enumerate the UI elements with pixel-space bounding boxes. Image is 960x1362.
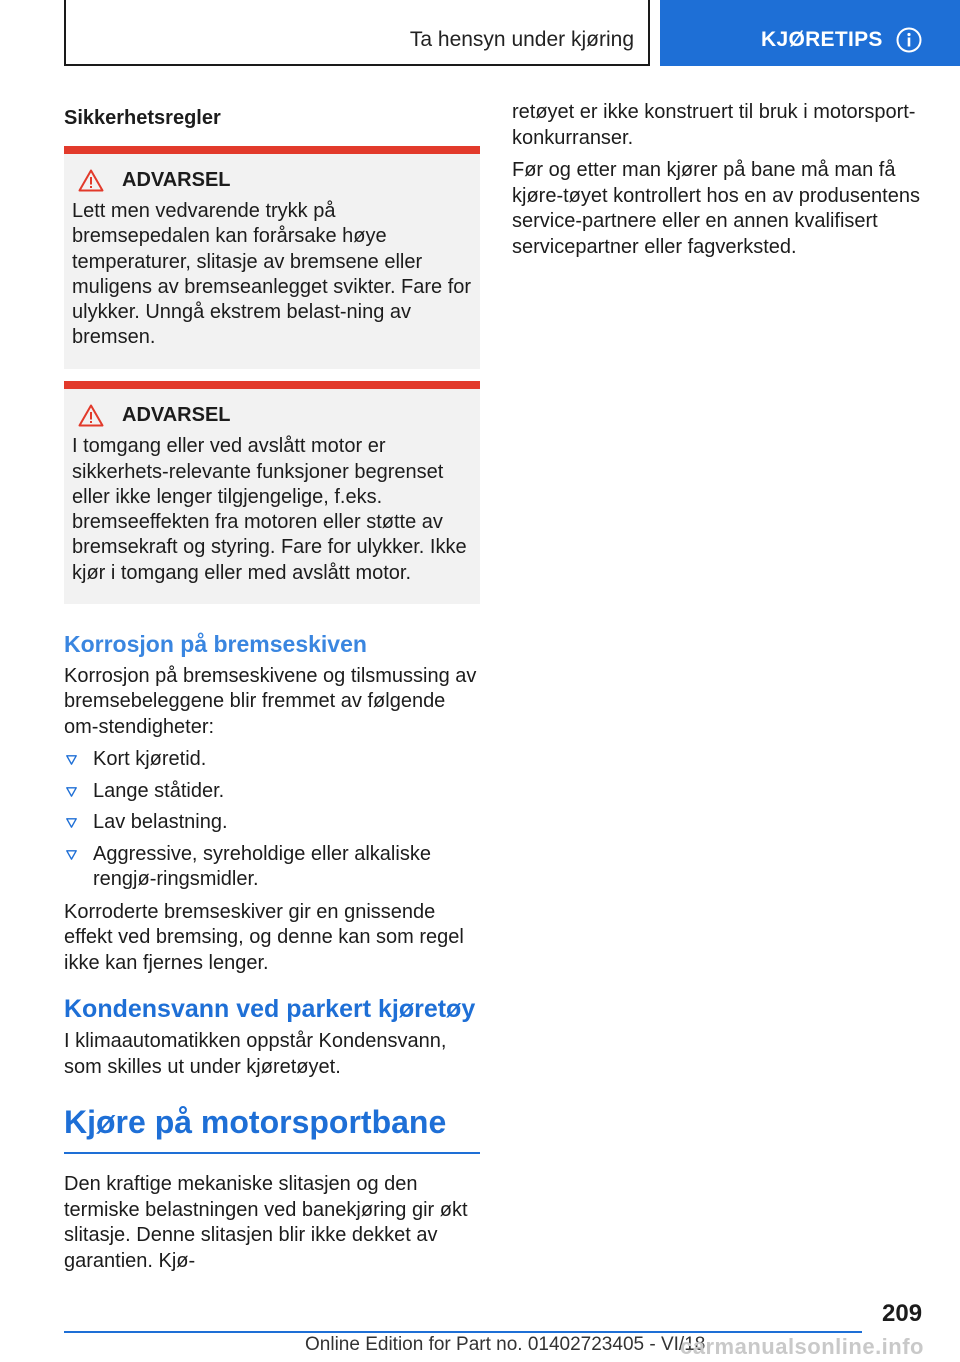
motorsport-continued: retøyet er ikke konstruert til bruk i motorsport-konkurranser.	[512, 101, 916, 149]
bullet-triangle-icon	[66, 755, 77, 765]
warning-text: I tomgang eller ved avslått motor er sikkerhets-relevante funksjoner begrenset eller ikke lenger tilgjengelige, f.eks. bremseeffekten fra motoren eller støtte av bremsekraft og styring. Fare for ulykker. Ikke kjør i tomgang eller med avslått motor.	[72, 435, 467, 584]
inspection-text: Før og etter man kjører på bane må man få kjøre-tøyet kontrollert hos en av produsentens service-partnere eller en annen kvalifisert servicepartner eller fagverksted.	[512, 159, 920, 258]
bullet-triangle-icon	[66, 818, 77, 828]
list-item	[64, 747, 480, 773]
warning-title: ADVARSEL	[122, 168, 231, 191]
header-tab[interactable]	[660, 0, 960, 66]
right-column	[512, 100, 928, 267]
condensation-text: I klimaautomatikken oppstår Kondensvann, som skilles ut under kjøretøyet.	[64, 1030, 447, 1078]
list-item-text: Aggressive, syreholdige eller alkaliske rengjø-ringsmidler.	[93, 842, 431, 891]
motorsport-heading: Kjøre på motorsportbane	[64, 1102, 480, 1154]
list-item	[64, 842, 480, 893]
bullet-triangle-icon	[66, 850, 77, 860]
footer-divider	[64, 1331, 862, 1333]
warning-text: Lett men vedvarende trykk på bremsepedalen kan forårsake høye temperaturer, slitasje av bremsene eller muligens av bremseanlegget svikter. Fare for ulykker. Unngå ekstrem belast-ning av bremsen.	[72, 200, 472, 349]
list-item-text: Lav belastning.	[93, 811, 228, 834]
page-number: 209	[882, 1300, 923, 1327]
corrosion-outro: Korroderte bremseskiver gir en gnissende effekt ved bremsing, og denne kan som regel ikke kan fjernes lenger.	[64, 900, 464, 974]
warning-title: ADVARSEL	[122, 403, 231, 426]
info-icon[interactable]	[896, 27, 922, 53]
list-item	[64, 810, 480, 836]
bullet-triangle-icon	[66, 787, 77, 797]
header-section-box	[64, 0, 650, 66]
watermark: carmanualsonline.info	[680, 1334, 924, 1359]
header-section-title: Ta hensyn under kjøring	[409, 28, 634, 51]
list-item	[64, 779, 480, 805]
warning-triangle-icon	[78, 404, 104, 427]
list-item-text: Lange ståtider.	[93, 779, 225, 802]
left-column	[64, 100, 480, 1281]
corrosion-intro: Korrosjon på bremseskivene og tilsmussing av bremsebeleggene blir fremmet av følgende om-stendigheter:	[64, 664, 477, 738]
condensation-heading: Kondensvann ved parkert kjøretøy	[64, 995, 476, 1024]
footer-edition: Online Edition for Part no. 01402723405 - VI/18	[305, 1334, 706, 1355]
corrosion-heading: Korrosjon på bremseskiven	[64, 631, 367, 658]
header-tab-label: KJØRETIPS	[761, 28, 883, 51]
corrosion-list	[64, 747, 480, 893]
motorsport-text: Den kraftige mekaniske slitasjen og den termiske belastningen ved banekjøring gir økt slitasje. Denne slitasjen blir ikke dekket av garantien. Kjø-	[64, 1173, 468, 1272]
warning-box	[64, 381, 480, 604]
warning-triangle-icon	[78, 169, 104, 192]
section-heading: Sikkerhetsregler	[64, 107, 221, 129]
warning-title-row	[78, 168, 472, 194]
list-item-text: Kort kjøretid.	[93, 748, 207, 771]
warning-title-row	[78, 403, 472, 429]
warning-box	[64, 146, 480, 369]
